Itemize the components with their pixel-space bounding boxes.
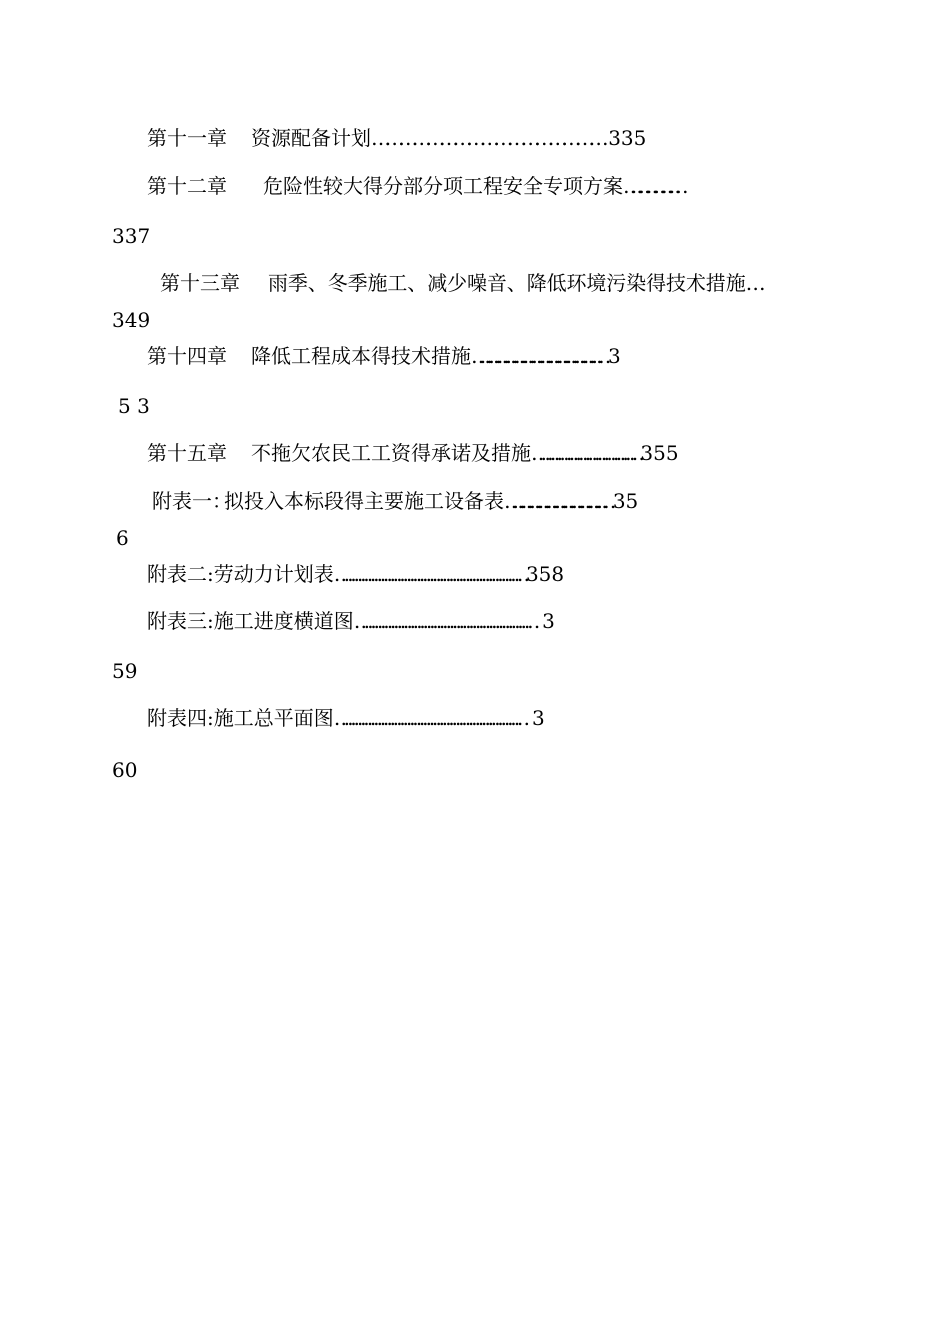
toc-label: 第十二章 <box>147 174 227 198</box>
toc-entry-appendix-1 <box>152 489 638 513</box>
toc-leader: … <box>745 271 766 295</box>
toc-page: 358 <box>525 562 565 586</box>
toc-entry-ch14 <box>147 344 621 368</box>
toc-entry-appendix-3 <box>147 609 555 633</box>
toc-label: 第十一章 <box>147 126 227 150</box>
toc-leader: ………………… <box>623 174 677 198</box>
toc-label: 附表一： <box>152 489 232 513</box>
toc-title: 资源配备计划 <box>251 126 371 150</box>
toc-page-wrap: 60 <box>112 758 138 782</box>
toc-label: 第十五章 <box>147 441 227 465</box>
toc-page-wrap: 5 3 <box>118 394 150 418</box>
toc-label: 第十四章 <box>147 344 227 368</box>
toc-page-wrap: 349 <box>112 308 151 332</box>
toc-title: 施工总平面图 <box>213 706 334 730</box>
toc-leader: …………………………… <box>531 441 635 465</box>
toc-title: 施工进度横道图 <box>213 609 354 633</box>
toc-leader: ……………………………………………… <box>353 609 531 633</box>
toc-entry-ch12 <box>147 174 676 198</box>
toc-leader: ……………………………… <box>504 489 605 513</box>
toc-title: 危险性较大得分部分项工程安全专项方案 <box>263 174 623 198</box>
toc-label: 附表二: <box>147 562 214 586</box>
toc-entry-appendix-2 <box>147 562 564 586</box>
toc-label: 附表四: <box>147 706 214 730</box>
toc-page: 3 <box>608 344 621 368</box>
toc-leader: …………………………………………… <box>371 126 603 150</box>
toc-page: 3 <box>531 706 545 730</box>
toc-page: 3 <box>542 609 555 633</box>
toc-label: 第十三章 <box>160 271 240 295</box>
toc-leader: ………………………………………………… <box>333 706 520 730</box>
toc-title: 降低工程成本得技术措施 <box>251 344 471 368</box>
toc-leader: ……………………………………… <box>471 344 601 368</box>
toc-page-wrap: 59 <box>112 659 138 683</box>
toc-page-wrap: 337 <box>112 224 151 248</box>
toc-title: 雨季、冬季施工、减少噪音、降低环境污染得技术措施 <box>268 271 746 295</box>
toc-leader: ………………………………………………… <box>333 562 520 586</box>
toc-entry-ch13 <box>160 271 766 295</box>
toc-page: 355 <box>640 441 679 465</box>
toc-entry-ch11 <box>147 126 646 150</box>
toc-label: 附表三: <box>147 609 214 633</box>
toc-page-wrap: 6 <box>116 526 129 550</box>
toc-entry-ch15 <box>147 441 679 465</box>
toc-title: 劳动力计划表 <box>213 562 334 586</box>
toc-page: 335 <box>608 126 647 150</box>
toc-title: 不拖欠农民工工资得承诺及措施 <box>251 441 531 465</box>
toc-page: 35 <box>612 489 639 513</box>
toc-entry-appendix-4 <box>147 706 545 730</box>
toc-title: 拟投入本标段得主要施工设备表 <box>224 489 504 513</box>
